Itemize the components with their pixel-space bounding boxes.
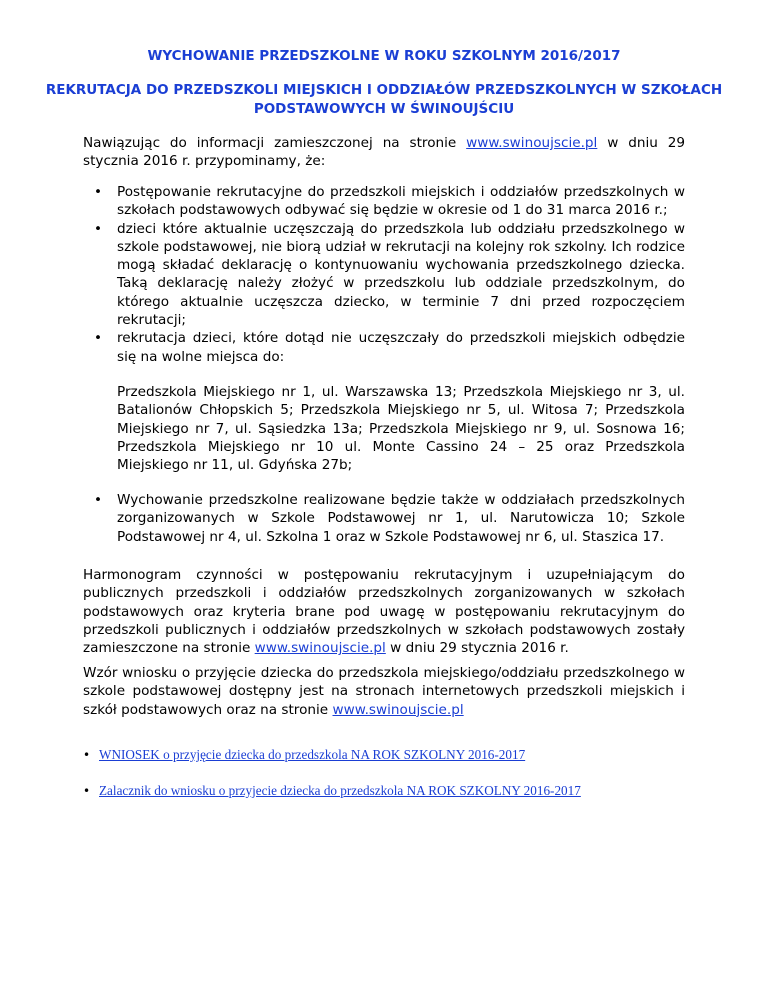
- list-item-text: dzieci które aktualnie uczęszczają do przedszkola lub oddziału przedszkolnego w szkole podstawowej, nie biorą udział w rekrutacji na kolejny rok szkolny. Ich rodzice mogą składać deklarację o kontynuowaniu wychowania przedszkolnego dziecka. Taką deklarację należy złożyć w przedszkolu lub oddziale przedszkolnym, do którego aktualnie uczęszcza dziecko, w terminie 7 dni przed rozpoczęciem rekrutacji;: [117, 220, 685, 329]
- download-item: [83, 746, 703, 764]
- form-template-text: Wzór wniosku o przyjęcie dziecka do przedszkola miejskiego/oddziału przedszkolnego w szkole podstawowej dostępny jest na stronach internetowych przedszkoli miejskich i szkół podstawowych oraz na stronie: [83, 665, 685, 718]
- schools-list: [83, 491, 685, 546]
- schedule-text-before: Harmonogram czynności w postępowaniu rekrutacyjnym i uzupełniającym do publicznych przedszkoli i oddziałów przedszkolnych zorganizowanych w szkołach podstawowych oraz kryteria brane pod uwagę w postępowaniu rekrutacyjnym do przedszkoli publicznych i oddziałów przedszkolnych w szkołach podstawowych zostały zamieszczone na stronie: [83, 567, 685, 657]
- application-form-link[interactable]: WNIOSEK o przyjęcie dziecka do przedszkola NA ROK SZKOLNY 2016-2017: [99, 747, 526, 762]
- bullet-icon: •: [94, 492, 103, 508]
- intro-text-before: Nawiązując do informacji zamieszczonej na stronie: [83, 135, 467, 151]
- bullet-icon: •: [83, 784, 91, 798]
- intro-text-after: w dniu 29 stycznia 2016 r. przypominamy, że:: [83, 135, 686, 170]
- list-item: [83, 491, 685, 546]
- download-list: [83, 746, 703, 764]
- list-item: [83, 220, 685, 330]
- list-item: [83, 329, 685, 366]
- bullet-icon: •: [94, 184, 103, 200]
- intro-link[interactable]: www.swinoujscie.pl: [466, 135, 598, 151]
- download-item: [83, 782, 703, 800]
- list-item-text: Postępowanie rekrutacyjne do przedszkoli miejskich i oddziałów przedszkolnych w szkołach podstawowych odbywać się będzie w okresie od 1 do 31 marca 2016 r.;: [117, 184, 685, 219]
- bullet-icon: •: [94, 330, 103, 347]
- bullet-icon: •: [94, 220, 103, 237]
- form-template-paragraph: [83, 664, 685, 719]
- bullet-icon: •: [83, 748, 91, 762]
- intro-paragraph: [83, 134, 685, 171]
- form-template-link[interactable]: www.swinoujscie.pl: [332, 701, 464, 718]
- document-subtitle: REKRUTACJA DO PRZEDSZKOLI MIEJSKICH I ODDZIAŁÓW PRZEDSZKOLNYCH W SZKOŁACH PODSTAWOWYCH W ŚWINOUJŚCIU: [45, 82, 723, 117]
- document-title: WYCHOWANIE PRZEDSZKOLNE W ROKU SZKOLNYM 2016/2017: [147, 48, 621, 64]
- attachment-link[interactable]: Zalacznik do wniosku o przyjecie dziecka do przedszkola NA ROK SZKOLNY 2016-2017: [99, 783, 581, 798]
- list-item-text: Wychowanie przedszkolne realizowane będzie także w oddziałach przedszkolnych zorganizowanych w Szkole Podstawowej nr 1, ul. Narutowicza 10; Szkole Podstawowej nr 4, ul. Szkolna 1 oraz w Szkole Podstawowej nr 6, ul. Staszica 17.: [117, 492, 685, 545]
- download-list: [83, 782, 703, 800]
- schedule-paragraph: [83, 566, 685, 657]
- preschools-list-paragraph: Przedszkola Miejskiego nr 1, ul. Warszawska 13; Przedszkola Miejskiego nr 3, ul. Batalionów Chłopskich 5; Przedszkola Miejskiego nr 5, ul. Witosa 7; Przedszkola Miejskiego nr 7, ul. Sąsiedzka 13a; Przedszkola Miejskiego nr 9, ul. Sosnowa 16; Przedszkola Miejskiego nr 10 ul. Monte Cassino 24 – 25 oraz Przedszkola Miejskiego nr 11, ul. Gdyńska 27b;: [117, 384, 685, 474]
- schedule-text-after: w dniu 29 stycznia 2016 r.: [385, 640, 569, 657]
- schedule-link[interactable]: www.swinoujscie.pl: [254, 640, 386, 657]
- list-item: [83, 183, 685, 220]
- list-item-text: rekrutacja dzieci, które dotąd nie uczęszczały do przedszkoli miejskich odbędzie się na wolne miejsca do:: [117, 330, 685, 365]
- rules-list: [83, 183, 685, 366]
